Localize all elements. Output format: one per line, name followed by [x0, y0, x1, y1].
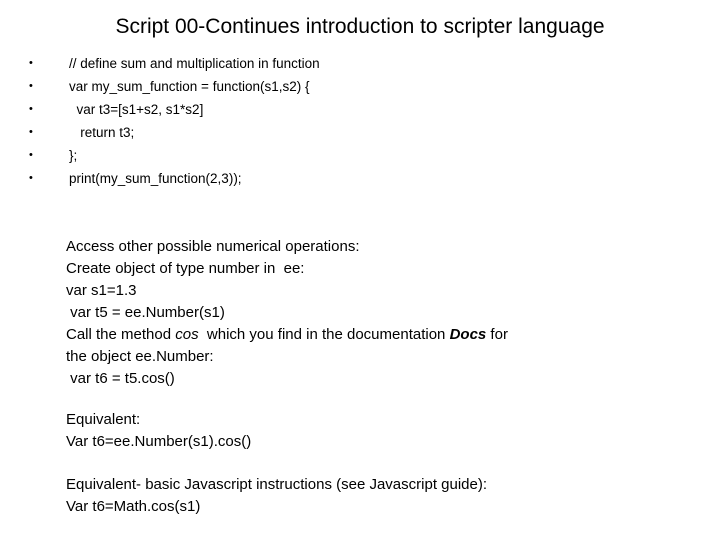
equivalent-block — [66, 409, 251, 453]
code-bullet-list — [0, 52, 320, 190]
equivalent-javascript-block — [66, 474, 487, 518]
bullet-icon: • — [29, 126, 33, 138]
body-text-line: Var t6=Math.cos(s1) — [66, 498, 201, 515]
bullet-icon: • — [29, 149, 33, 161]
bullet-icon: • — [29, 172, 33, 184]
code-line-text: // define sum and multiplication in function — [69, 56, 320, 71]
code-line — [0, 121, 135, 144]
code-line — [0, 98, 204, 121]
code-line — [0, 52, 320, 75]
code-line — [0, 75, 310, 98]
body-text-line — [66, 324, 508, 346]
docs-reference: Docs — [449, 326, 487, 343]
bullet-icon: • — [29, 57, 33, 69]
body-text-segment: Call the method — [66, 326, 176, 343]
body-text-line: the object ee.Number: — [66, 348, 214, 365]
body-text-line: Equivalent: — [66, 411, 141, 428]
body-text-line: var s1=1.3 — [66, 282, 137, 299]
body-text-segment: which you find in the documentation — [198, 326, 450, 343]
body-text-line: Access other possible numerical operations: — [66, 238, 360, 255]
code-line-text: return t3; — [69, 125, 135, 140]
code-line-text: var t3=[s1+s2, s1*s2] — [69, 102, 204, 117]
body-text-line: Create object of type number in ee: — [66, 260, 305, 277]
body-text-line: Equivalent- basic Javascript instructions (see Javascript guide): — [66, 476, 488, 493]
code-line-text: var my_sum_function = function(s1,s2) { — [69, 79, 310, 94]
cos-method-name: cos — [175, 326, 199, 343]
code-line — [0, 167, 242, 190]
code-line — [0, 144, 78, 167]
bullet-icon: • — [29, 80, 33, 92]
bullet-icon: • — [29, 103, 33, 115]
slide-title: Script 00-Continues introduction to scripter language — [115, 15, 605, 38]
body-text-line: Var t6=ee.Number(s1).cos() — [66, 433, 252, 450]
code-line-text: }; — [69, 148, 78, 163]
numerical-operations-block — [66, 236, 508, 390]
body-text-line: var t5 = ee.Number(s1) — [66, 304, 225, 321]
code-line-text: print(my_sum_function(2,3)); — [69, 171, 242, 186]
body-text-segment: for — [486, 326, 508, 343]
body-text-line: var t6 = t5.cos() — [66, 370, 175, 387]
